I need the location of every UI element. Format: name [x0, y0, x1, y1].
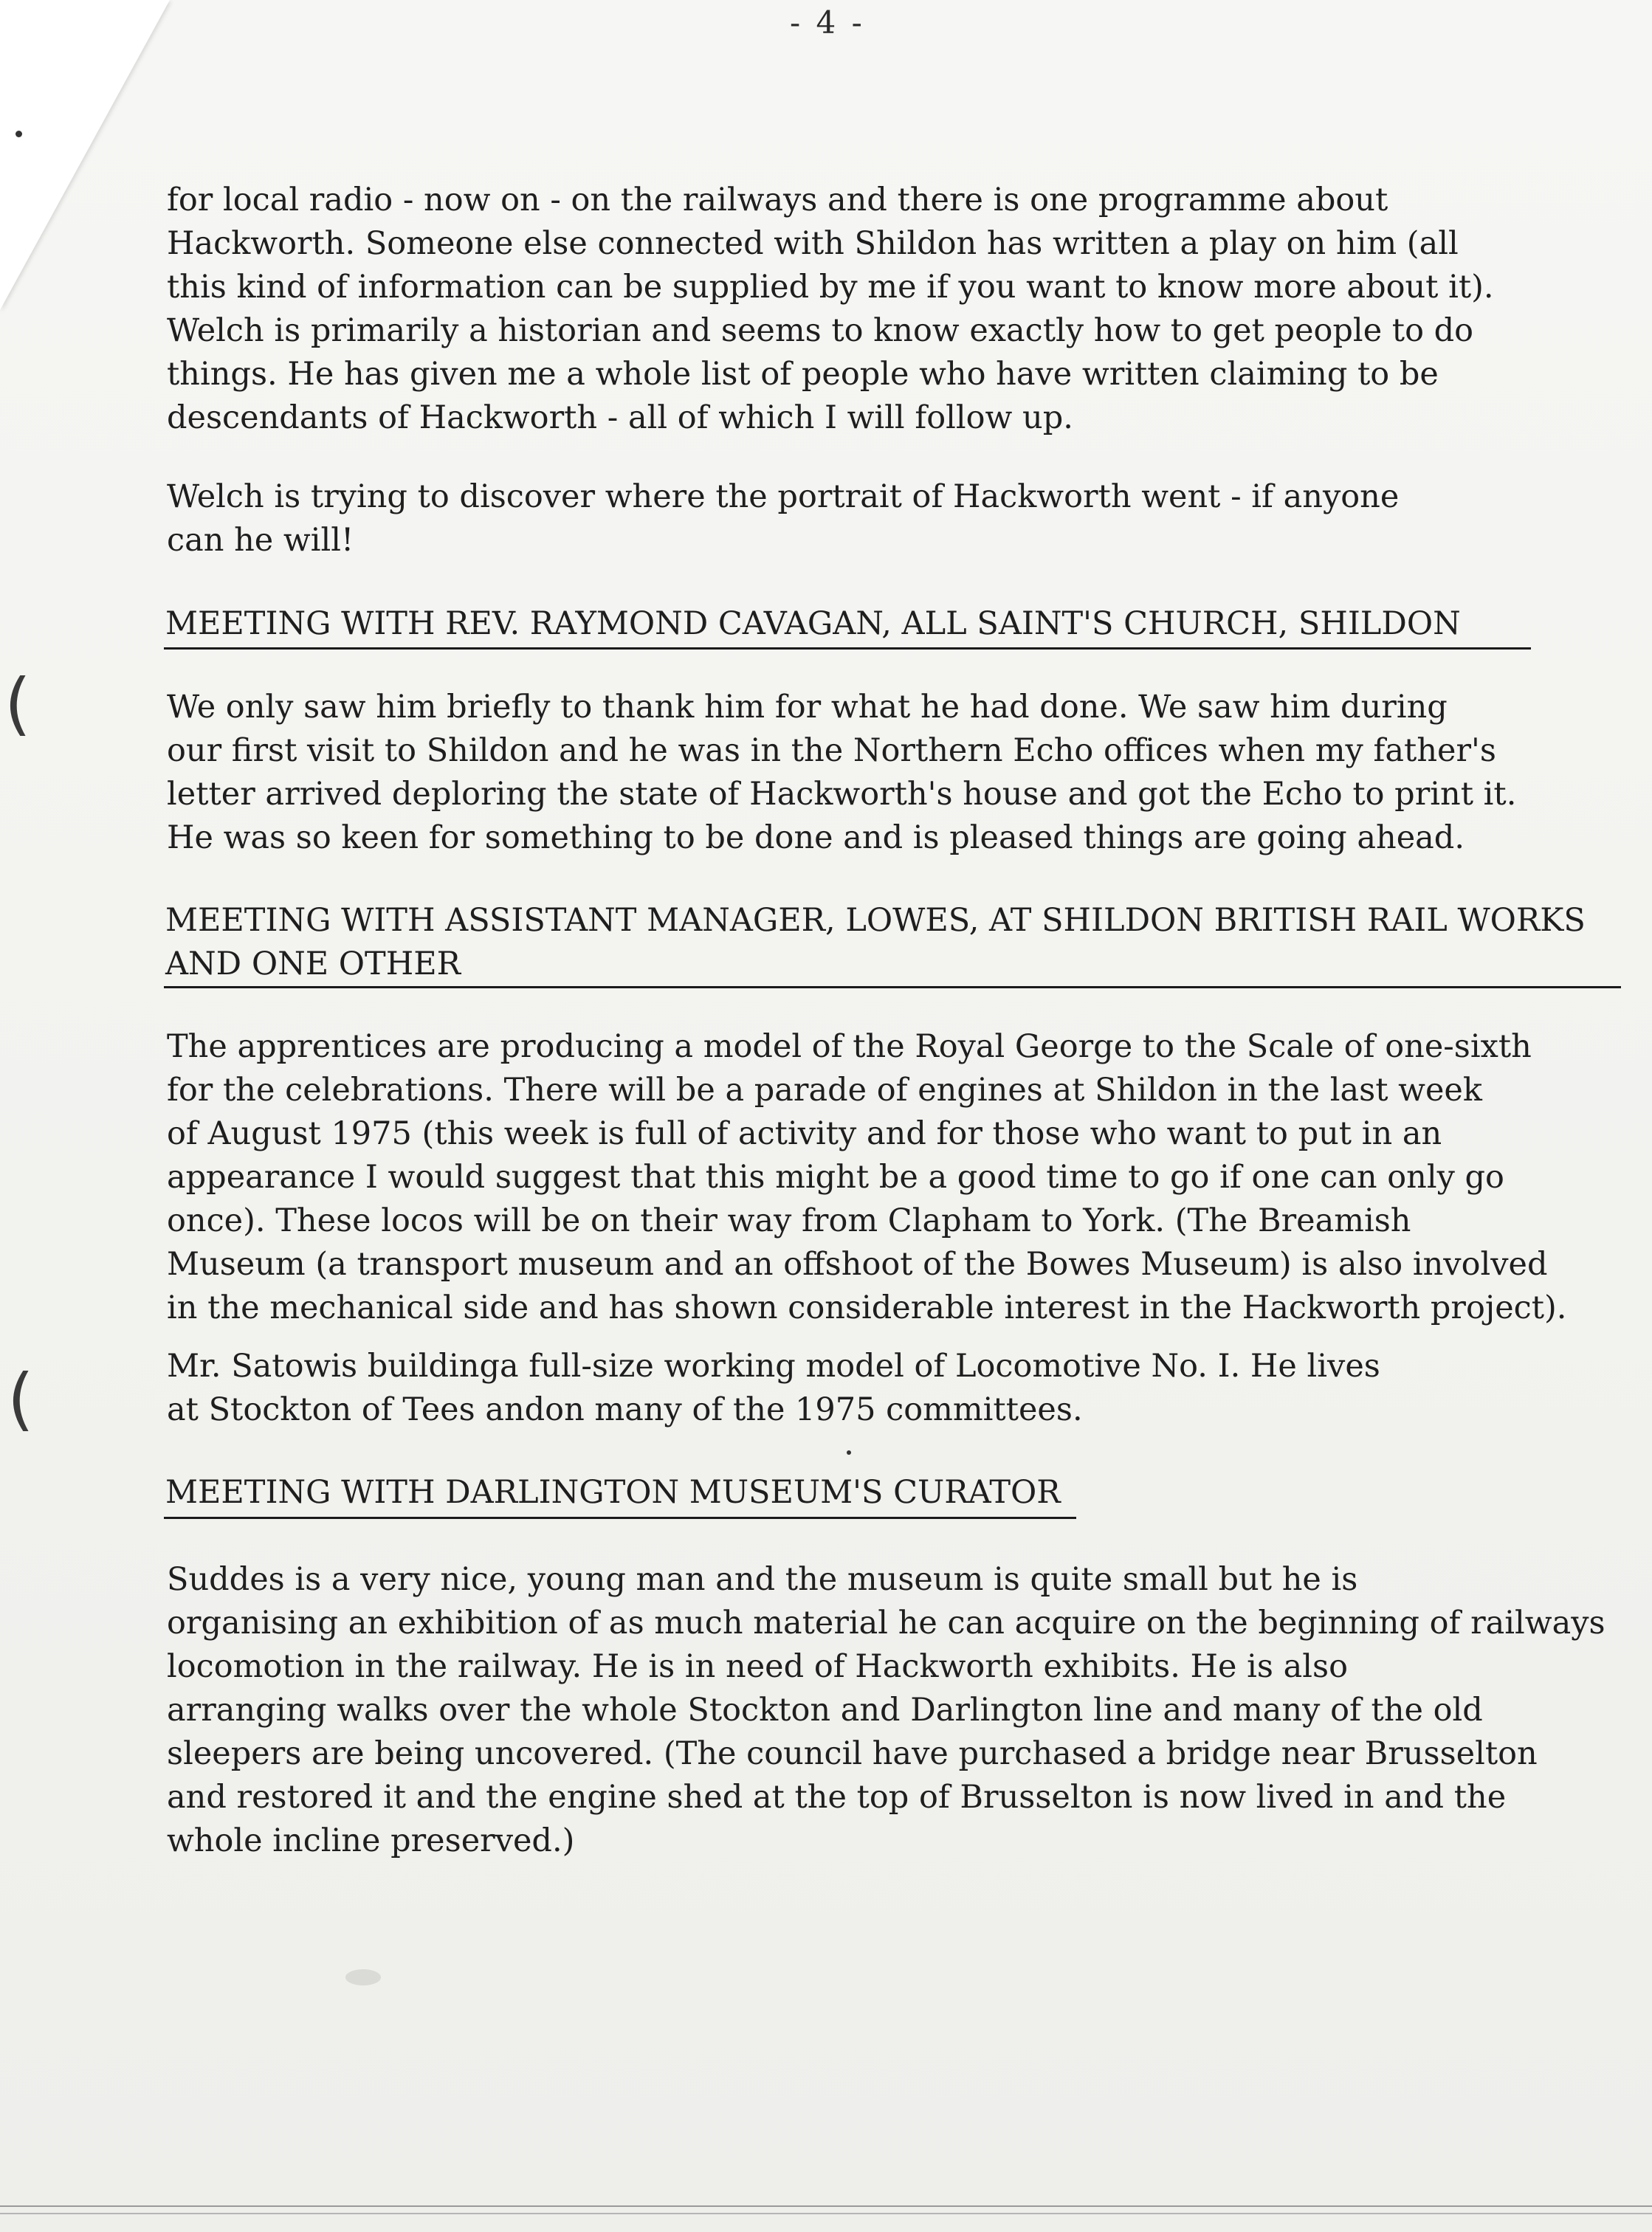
heading-underline	[164, 647, 1531, 650]
paragraph-suddes: Suddes is a very nice, young man and the museum is quite small but he is organising an exhibition of as much material he can acquire on the beginning of railways locomotion in the railway. He is in need of Hackworth exhibits. He is also arranging walks over the whole Stockton and Darlington line and many of the old sleepers are being uncovered. (The council have purchased a bridge near Brusselton and restored it and the engine shed at the top of Brusselton is now lived in and the whole incline preserved.)	[167, 1561, 1605, 1859]
scan-smudge	[345, 1969, 381, 1985]
ink-dot	[847, 1450, 851, 1455]
page-number: - 4 -	[790, 4, 865, 41]
paragraph-cavagan: We only saw him briefly to thank him for what he had done. We saw him during our first visit to Shildon and he was in the Northern Echo offices when my father's letter arrived deploring the state of Hackworth's house and got the Echo to print it. He was so keen for something to be done and is pleased things are going ahead.	[167, 689, 1517, 856]
paragraph-portrait: Welch is trying to discover where the portrait of Hackworth went - if anyone can he will!	[167, 478, 1400, 559]
folded-corner	[0, 0, 170, 310]
heading-meeting-rev-cavagan: MEETING WITH REV. RAYMOND CAVAGAN, ALL SAINT'S CHURCH, SHILDON	[165, 605, 1461, 642]
heading-meeting-curator: MEETING WITH DARLINGTON MUSEUM'S CURATOR	[165, 1474, 1061, 1511]
paragraph-satow: Mr. Satowis buildinga full-size working model of Locomotive No. I. He lives at Stockton of Tees andon many of the 1975 committees.	[167, 1348, 1380, 1428]
punch-hole-mark: (	[7, 1360, 34, 1439]
paragraph-apprentices: The apprentices are producing a model of the Royal George to the Scale of one-sixth for the celebrations. There will be a parade of engines at Shildon in the last week of August 1975 (this week is full of activity and for those who want to put in an appearance I would suggest that this might be a good time to go if one can only go once). These locos will be on their way from Clapham to York. (The Breamish Museum (a transport museum and an offshoot of the Bowes Museum) is also involved in the mechanical side and has shown considerable interest in the Hackworth project).	[167, 1028, 1567, 1326]
page-edge-line	[0, 2205, 1652, 2207]
ink-dot	[16, 131, 22, 137]
heading-underline	[164, 986, 1621, 988]
page-edge-line	[0, 2213, 1652, 2214]
heading-underline	[164, 1517, 1076, 1519]
paragraph-radio-hackworth: for local radio - now on - on the railways and there is one programme about Hackworth. Someone else connected with Shildon has written a play on him (all this kind of information can be supplied by me if you want to know more about it). Welch is primarily a historian and seems to know exactly how to get people to do things. He has given me a whole list of people who have written claiming to be descendants of Hackworth - all of which I will follow up.	[167, 182, 1494, 436]
punch-hole-mark: (	[4, 664, 31, 743]
heading-meeting-lowes: MEETING WITH ASSISTANT MANAGER, LOWES, AT SHILDON BRITISH RAIL WORKS AND ONE OTHER	[165, 902, 1586, 982]
